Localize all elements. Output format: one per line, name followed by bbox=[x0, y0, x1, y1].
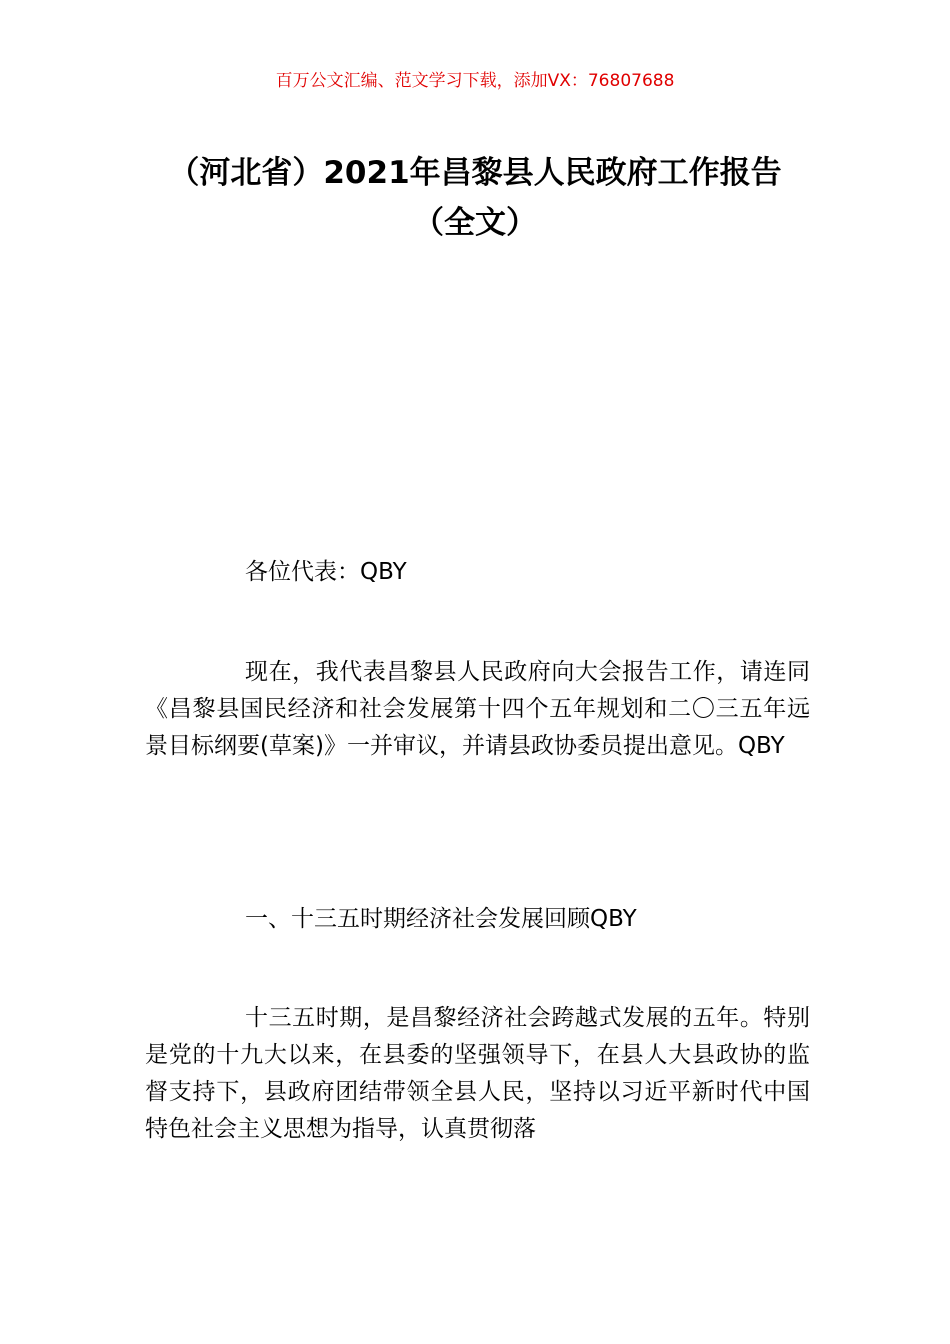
paragraph-greeting: 各位代表：QBY bbox=[245, 559, 407, 585]
section-heading: 一、十三五时期经济社会发展回顾QBY bbox=[245, 906, 637, 932]
paragraph-review: 十三五时期，是昌黎经济社会跨越式发展的五年。特别是党的十九大以来，在县委的坚强领导下，在县人大县政协的监督支持下，县政府团结带领全县人民，坚持以习近平新时代中国特色社会主义思想为指导，认真贯彻落 bbox=[145, 1005, 810, 1142]
paragraph-intro: 现在，我代表昌黎县人民政府向大会报告工作，请连同《昌黎县国民经济和社会发展第十四个五年规划和二〇三五年远景目标纲要(草案)》一并审议，并请县政协委员提出意见。QBY bbox=[145, 659, 810, 759]
header-watermark-note: 百万公文汇编、范文学习下载，添加VX：76807688 bbox=[275, 71, 675, 91]
document-title: （河北省）2021年昌黎县人民政府工作报告（全文） bbox=[168, 155, 782, 241]
